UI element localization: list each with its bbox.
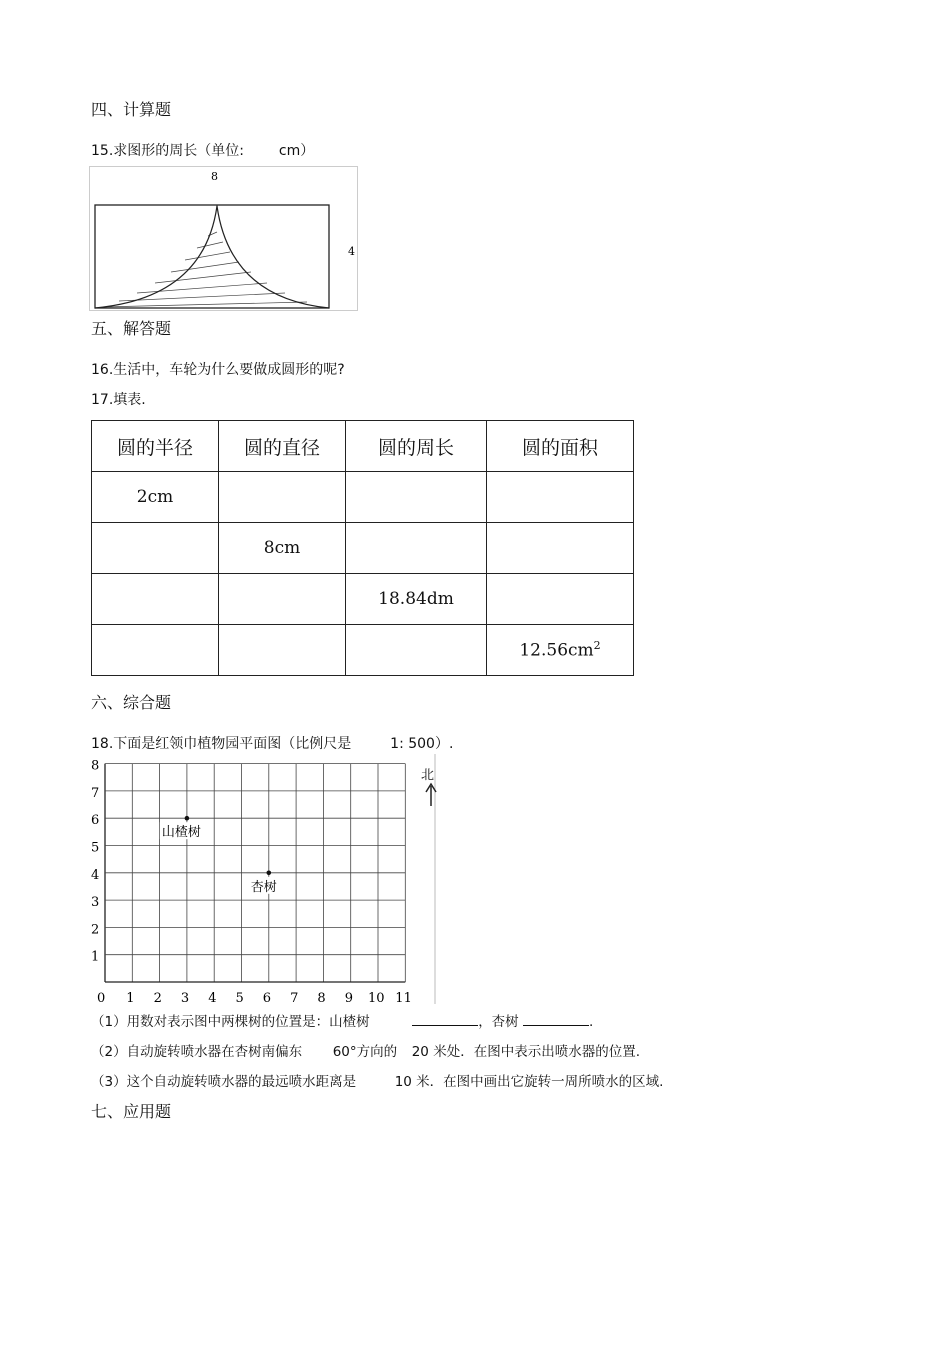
question-18-scale: 1: 500）. xyxy=(390,736,454,752)
tree-points xyxy=(160,816,281,895)
x-tick-label: 8 xyxy=(317,991,326,1006)
question-15-unit: cm） xyxy=(278,143,315,159)
x-tick-label: 9 xyxy=(344,991,353,1006)
question-18 xyxy=(91,733,453,753)
figure-top-label: 8 xyxy=(211,170,218,183)
sub-question-1-mid: ，杏树 xyxy=(478,1014,519,1030)
section-heading-application: 七、应用题 xyxy=(91,1102,172,1121)
figure-hatch xyxy=(103,232,307,307)
y-tick-label: 8 xyxy=(91,758,100,774)
question-16: 16.生活中，车轮为什么要做成圆形的呢? xyxy=(91,362,345,378)
x-tick-label: 5 xyxy=(235,991,244,1006)
answer-blank-hawthorn[interactable] xyxy=(412,1011,478,1026)
x-tick-label: 1 xyxy=(126,991,135,1006)
question-15-text: 15.求图形的周长（单位: xyxy=(91,143,244,159)
north-arrow-icon xyxy=(425,782,437,808)
sub-question-3 xyxy=(91,1070,663,1090)
figure-side-label: 4 xyxy=(348,245,355,258)
table-cell xyxy=(219,472,346,523)
sub-question-2-angle: 60°方向的 xyxy=(332,1044,398,1060)
table-header-cell: 圆的半径 xyxy=(92,421,219,472)
table-cell xyxy=(219,625,346,676)
tree-point xyxy=(185,816,190,821)
section-heading-answer: 五、解答题 xyxy=(91,319,172,338)
table-cell xyxy=(487,574,634,625)
y-axis-ticks xyxy=(91,759,99,965)
figure-rectangle xyxy=(95,205,329,308)
table-header-row xyxy=(92,421,634,472)
table-cell xyxy=(92,523,219,574)
question-15 xyxy=(91,140,314,160)
x-tick-label: 6 xyxy=(262,991,272,1006)
figure-arc-left xyxy=(95,206,217,308)
sub-question-3-text: （3）这个自动旋转喷水器的最远喷水距离是 xyxy=(91,1074,357,1090)
table-row xyxy=(92,523,634,574)
answer-blank-apricot[interactable] xyxy=(523,1011,589,1026)
question-17: 17.填表. xyxy=(91,392,146,408)
garden-grid-map xyxy=(88,754,438,1006)
north-label: 北 xyxy=(421,768,435,783)
tree-point xyxy=(267,871,272,876)
y-tick-label: 7 xyxy=(91,785,100,801)
table-cell: 2cm xyxy=(92,472,219,523)
x-tick-label: 2 xyxy=(153,991,162,1006)
y-tick-label: 2 xyxy=(91,922,100,938)
y-tick-label: 5 xyxy=(91,840,100,856)
sub-question-2-rest: 20 米处．在图中表示出喷水器的位置. xyxy=(411,1044,640,1060)
x-tick-label: 0 xyxy=(97,991,106,1006)
y-tick-label: 4 xyxy=(91,867,100,883)
area-value: 12.56cm xyxy=(519,640,594,661)
y-tick-label: 6 xyxy=(91,813,100,829)
section-heading-calc: 四、计算题 xyxy=(91,100,172,119)
x-tick-label: 4 xyxy=(208,991,217,1006)
table-cell-area xyxy=(487,625,634,676)
table-cell xyxy=(92,574,219,625)
table-header-cell: 圆的面积 xyxy=(487,421,634,472)
sub-question-1-text: （1）用数对表示图中两棵树的位置是：山楂树 xyxy=(91,1014,370,1030)
perimeter-figure xyxy=(89,166,361,312)
sub-question-2 xyxy=(91,1040,640,1060)
table-cell xyxy=(487,523,634,574)
x-tick-label: 11 xyxy=(395,991,412,1006)
table-row xyxy=(92,472,634,523)
section-heading-comprehensive: 六、综合题 xyxy=(91,693,172,712)
table-cell xyxy=(487,472,634,523)
table-header-cell: 圆的周长 xyxy=(346,421,487,472)
table-cell xyxy=(346,523,487,574)
table-cell xyxy=(346,625,487,676)
table-cell xyxy=(219,574,346,625)
y-tick-label: 1 xyxy=(91,949,100,965)
table-header-cell: 圆的直径 xyxy=(219,421,346,472)
x-tick-label: 10 xyxy=(368,991,385,1006)
sub-question-1-end: . xyxy=(588,1014,594,1030)
x-tick-label: 3 xyxy=(180,991,190,1006)
question-18-text: 18.下面是红领巾植物园平面图（比例尺是 xyxy=(91,736,352,752)
table-cell xyxy=(92,625,219,676)
sub-question-3-rest: 10 米．在图中画出它旋转一周所喷水的区域. xyxy=(394,1074,664,1090)
table-cell: 18.84dm xyxy=(346,574,487,625)
sub-question-2-text: （2）自动旋转喷水器在杏树南偏东 xyxy=(91,1044,303,1060)
table-cell: 8cm xyxy=(219,523,346,574)
superscript: 2 xyxy=(593,639,601,653)
x-tick-label: 7 xyxy=(290,991,299,1006)
figure-arc-right xyxy=(217,206,329,308)
circle-table xyxy=(91,420,634,676)
sub-question-1 xyxy=(91,1010,593,1030)
grid-lines xyxy=(105,764,405,982)
tree-label: 山楂树 xyxy=(161,825,201,841)
table-row xyxy=(92,625,634,676)
y-tick-label: 3 xyxy=(91,895,100,911)
tree-label: 杏树 xyxy=(250,879,277,895)
table-cell xyxy=(346,472,487,523)
table-row xyxy=(92,574,634,625)
x-axis-ticks xyxy=(97,991,412,1006)
